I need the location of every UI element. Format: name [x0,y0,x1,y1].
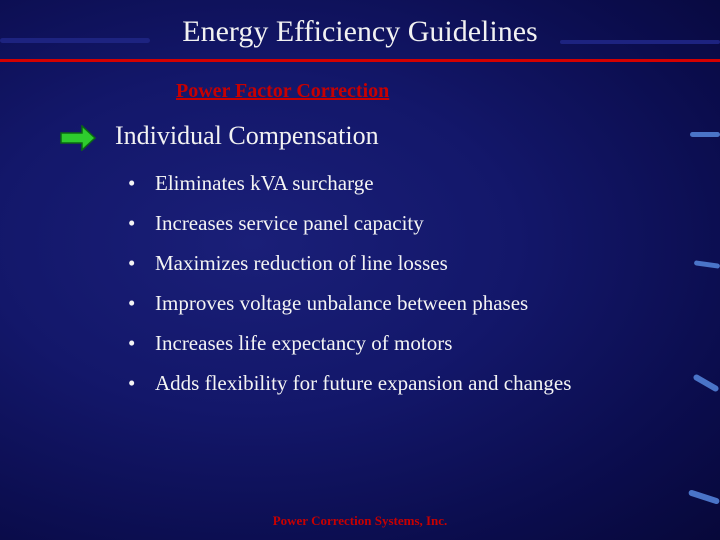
background-streak [688,489,720,505]
background-streak [694,260,720,269]
background-streak [692,373,719,392]
slide-subtitle: Power Factor Correction [176,80,390,102]
bullet-item [128,206,598,240]
slide-title: Energy Efficiency Guidelines [182,15,538,48]
bullet-marker: • [128,251,136,275]
bullet-item [128,166,598,200]
section-heading: Individual Compensation [115,121,379,150]
bullet-text: Adds flexibility for future expansion and changes [155,371,572,395]
title-divider [0,59,720,62]
bullet-text: Maximizes reduction of line losses [155,251,448,275]
background-streak [690,132,720,137]
bullet-text: Improves voltage unbalance between phases [155,291,529,315]
bullet-marker: • [128,171,136,195]
arrow-right-icon [60,125,96,151]
bullet-item [128,366,575,400]
bullet-item [128,246,598,280]
bullet-text: Eliminates kVA surcharge [155,171,374,195]
footer-company: Power Correction Systems, Inc. [272,513,448,528]
bullet-marker: • [128,291,136,315]
bullet-text: Increases life expectancy of motors [155,331,453,355]
bullet-list [128,166,598,406]
bullet-marker: • [128,331,136,355]
bullet-marker: • [128,371,136,395]
bullet-marker: • [128,211,136,235]
bullet-item [128,286,598,320]
bullet-text: Increases service panel capacity [155,211,424,235]
bullet-item [128,326,598,360]
